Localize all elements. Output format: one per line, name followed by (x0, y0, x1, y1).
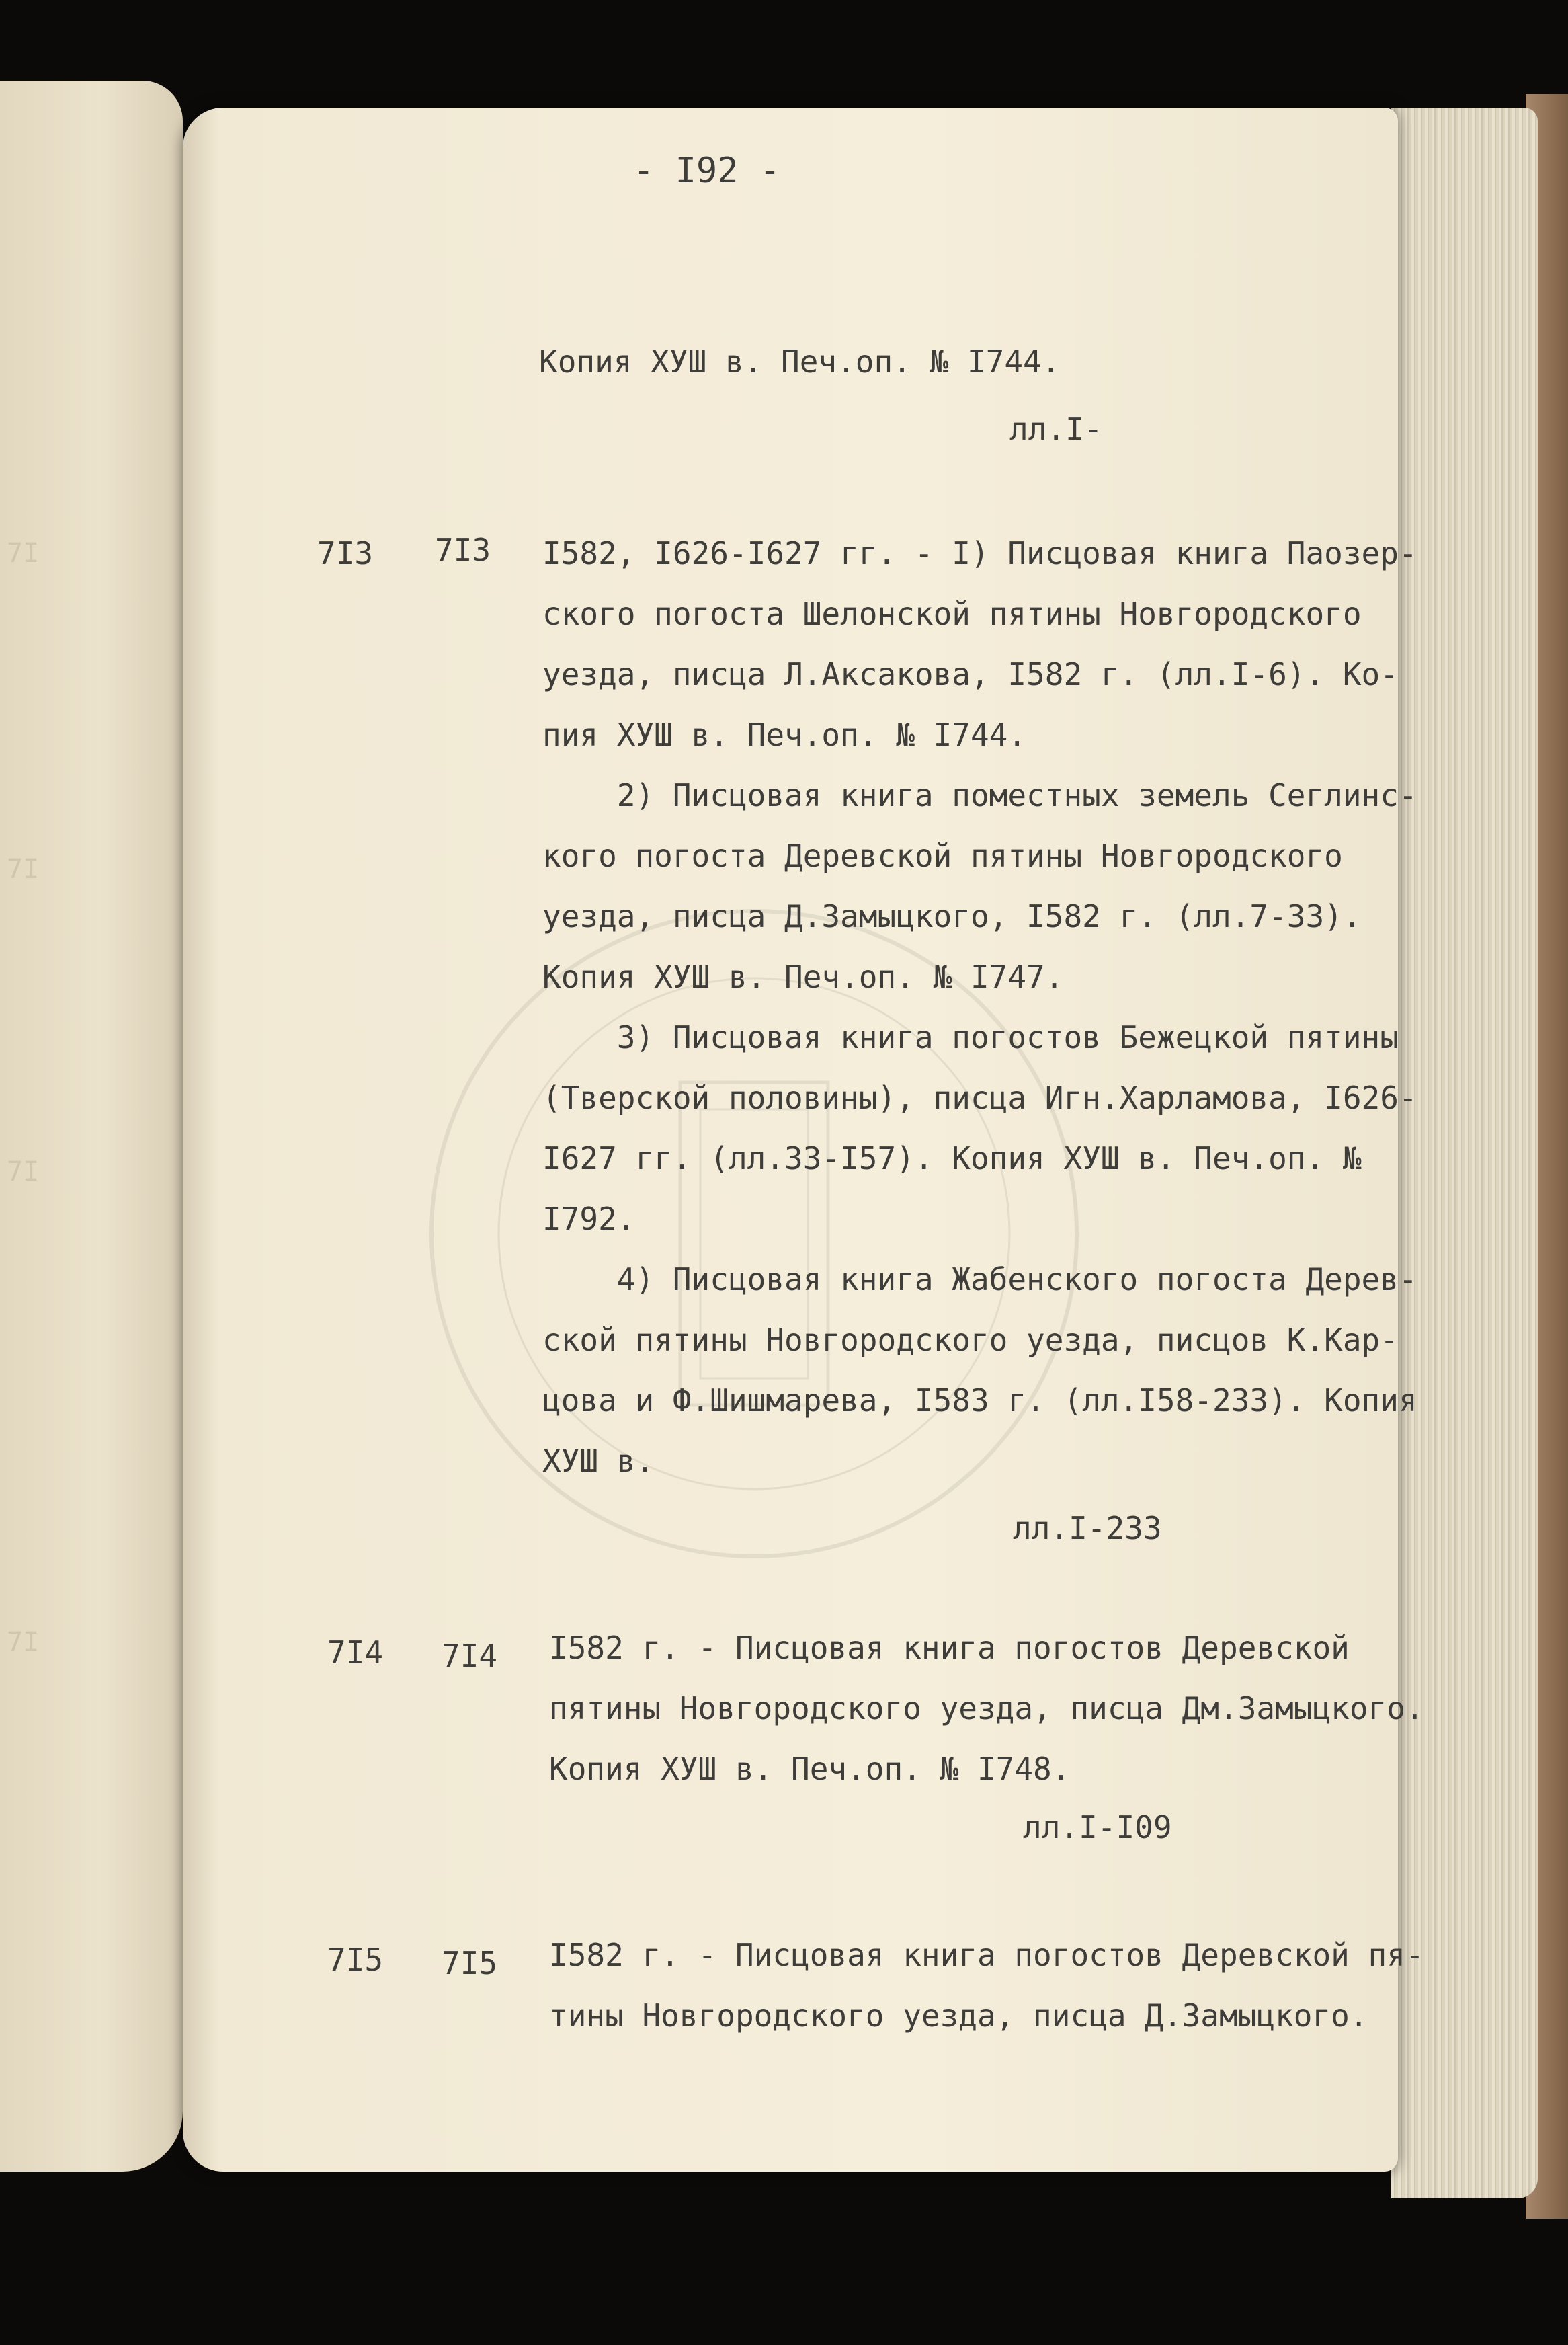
entry-line: Копия ХУШ в. Печ.оп. № I748. (549, 1751, 1071, 1787)
document-page (183, 108, 1424, 2172)
entry-number-new: 7I5 (442, 1945, 498, 1981)
entry-line: ского погоста Шелонской пятины Новгородского (542, 596, 1362, 632)
entry-line: 4) Писцовая книга Жабенского погоста Дерев- (542, 1261, 1417, 1298)
entry-line: цова и Ф.Шишмарева, I583 г. (лл.I58-233). Копия (542, 1382, 1417, 1419)
entry-sheets: лл.I-233 (1013, 1510, 1162, 1546)
header-sheets: лл.I- (1009, 411, 1103, 447)
header-copy-line: Копия ХУШ в. Печ.оп. № I744. (539, 344, 1061, 380)
bleed-through-number: 7I (7, 1627, 40, 1658)
entry-number-old: 7I3 (317, 535, 374, 571)
entry-number-new: 7I4 (442, 1638, 498, 1674)
entry-line: кого погоста Деревской пятины Новгородского (542, 838, 1343, 874)
entry-line: ской пятины Новгородского уезда, писцов К.Кар- (542, 1322, 1399, 1358)
entry-line: ХУШ в. (542, 1443, 655, 1479)
entry-line: пия ХУШ в. Печ.оп. № I744. (542, 717, 1027, 753)
entry-line: I627 гг. (лл.33-I57). Копия ХУШ в. Печ.оп. № (542, 1140, 1362, 1177)
entry-line: I582 г. - Писцовая книга погостов Деревской (549, 1630, 1350, 1666)
entry-line: 2) Писцовая книга поместных земель Сеглинс- (542, 777, 1417, 813)
entry-line: Копия ХУШ в. Печ.оп. № I747. (542, 959, 1064, 995)
bleed-through-number: 7I (7, 538, 40, 569)
entry-number-old: 7I4 (327, 1634, 384, 1671)
bleed-through-number: 7I (7, 854, 40, 885)
bleed-through-number: 7I (7, 1156, 40, 1187)
entry-line: I792. (542, 1201, 636, 1237)
entry-number-old: 7I5 (327, 1942, 384, 1978)
facing-page (0, 81, 183, 2172)
page-number: - I92 - (633, 151, 781, 191)
entry-line: I582 г. - Писцовая книга погостов Деревской пя- (549, 1937, 1424, 1973)
entry-line: уезда, писца Л.Аксакова, I582 г. (лл.I-6). Ко- (542, 656, 1399, 692)
entry-number-new: 7I3 (435, 532, 491, 568)
entry-line: I582, I626-I627 гг. - I) Писцовая книга Паозер- (542, 535, 1417, 571)
page-block-edge (1391, 108, 1538, 2198)
entry-line: пятины Новгородского уезда, писца Дм.Замыцкого. (549, 1690, 1424, 1726)
entry-line: тины Новгородского уезда, писца Д.Замыцкого. (549, 1997, 1368, 2034)
entry-line: 3) Писцовая книга погостов Бежецкой пятины (542, 1019, 1399, 1056)
entry-line: (Тверской половины), писца Игн.Харламова, I626- (542, 1080, 1417, 1116)
entry-sheets: лл.I-I09 (1023, 1809, 1172, 1845)
entry-line: уезда, писца Д.Замыцкого, I582 г. (лл.7-33). (542, 898, 1362, 935)
